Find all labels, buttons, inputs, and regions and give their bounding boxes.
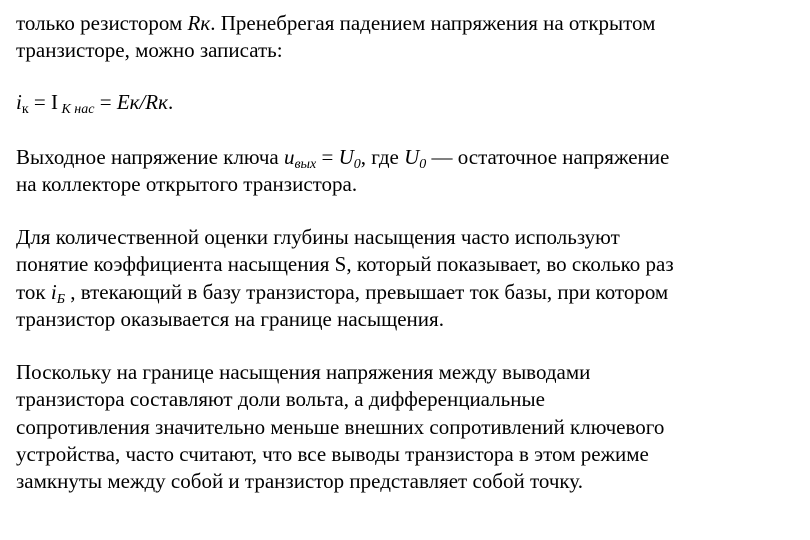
text-segment: Выходное напряжение ключа: [16, 145, 284, 169]
symbol-rk: Rк: [187, 11, 211, 35]
subscript-text: 0: [353, 157, 361, 172]
subscript: к: [21, 102, 29, 117]
text-line: понятие коэффициента насыщения S, который показывает, во сколько раз: [16, 252, 674, 277]
text-line: сопротивления значительно меньше внешних сопротивлений ключевого: [16, 414, 665, 439]
paragraph-saturation-boundary: [16, 359, 796, 495]
symbol-I: I: [51, 90, 58, 114]
text-line: замкнуты между собой и транзистор представляет собой точку.: [16, 469, 583, 494]
text-line: транзистора составляют доли вольта, а дифференциальные: [16, 387, 545, 412]
symbol-U0: U: [404, 145, 420, 169]
text-line: Поскольку на границе насыщения напряжения между выводами: [16, 360, 591, 384]
subscript-text: К нас: [58, 102, 95, 117]
text-segment: =: [316, 145, 339, 169]
paragraph-saturation-coefficient: [16, 224, 796, 333]
text-line: Для количественной оценки глубины насыщения часто используют: [16, 225, 620, 249]
text-segment: , втекающий в базу транзистора, превышает ток базы, при котором: [64, 279, 669, 304]
subscript: [58, 102, 94, 117]
text-segment: . Пренебрегая падением напряжения на открытом: [210, 11, 656, 35]
text-line: транзистор оказывается на границе насыщения.: [16, 306, 444, 331]
text-segment: =: [28, 90, 51, 114]
paragraph-output-voltage: [16, 144, 796, 199]
subscript-text: Б: [56, 291, 65, 307]
text-segment: только резистором: [16, 11, 188, 35]
text-line: транзисторе, можно записать:: [16, 38, 283, 63]
subscript: [294, 157, 316, 172]
subscript: [57, 292, 65, 307]
text-line: устройства, часто считают, что все выводы транзистора в этом режиме: [16, 441, 649, 466]
symbol-i: i: [16, 90, 22, 114]
text-segment: =: [94, 90, 117, 114]
paragraph-intro: [16, 10, 796, 65]
text-line: на коллекторе открытого транзистора.: [16, 172, 358, 197]
formula-collector-current: [16, 89, 796, 116]
text-segment: ток: [16, 279, 51, 304]
text-segment: .: [167, 90, 174, 114]
subscript-text: вых: [294, 157, 317, 172]
text-segment: — остаточное напряжение: [426, 145, 670, 169]
subscript: [354, 157, 361, 172]
text-segment: , где: [360, 145, 405, 169]
symbol-iB: i: [50, 279, 57, 304]
symbol-u: u: [283, 145, 295, 169]
symbol-U0: U: [338, 145, 354, 169]
subscript-text: 0: [419, 157, 427, 172]
formula-rhs: Eк/Rк: [116, 90, 168, 114]
